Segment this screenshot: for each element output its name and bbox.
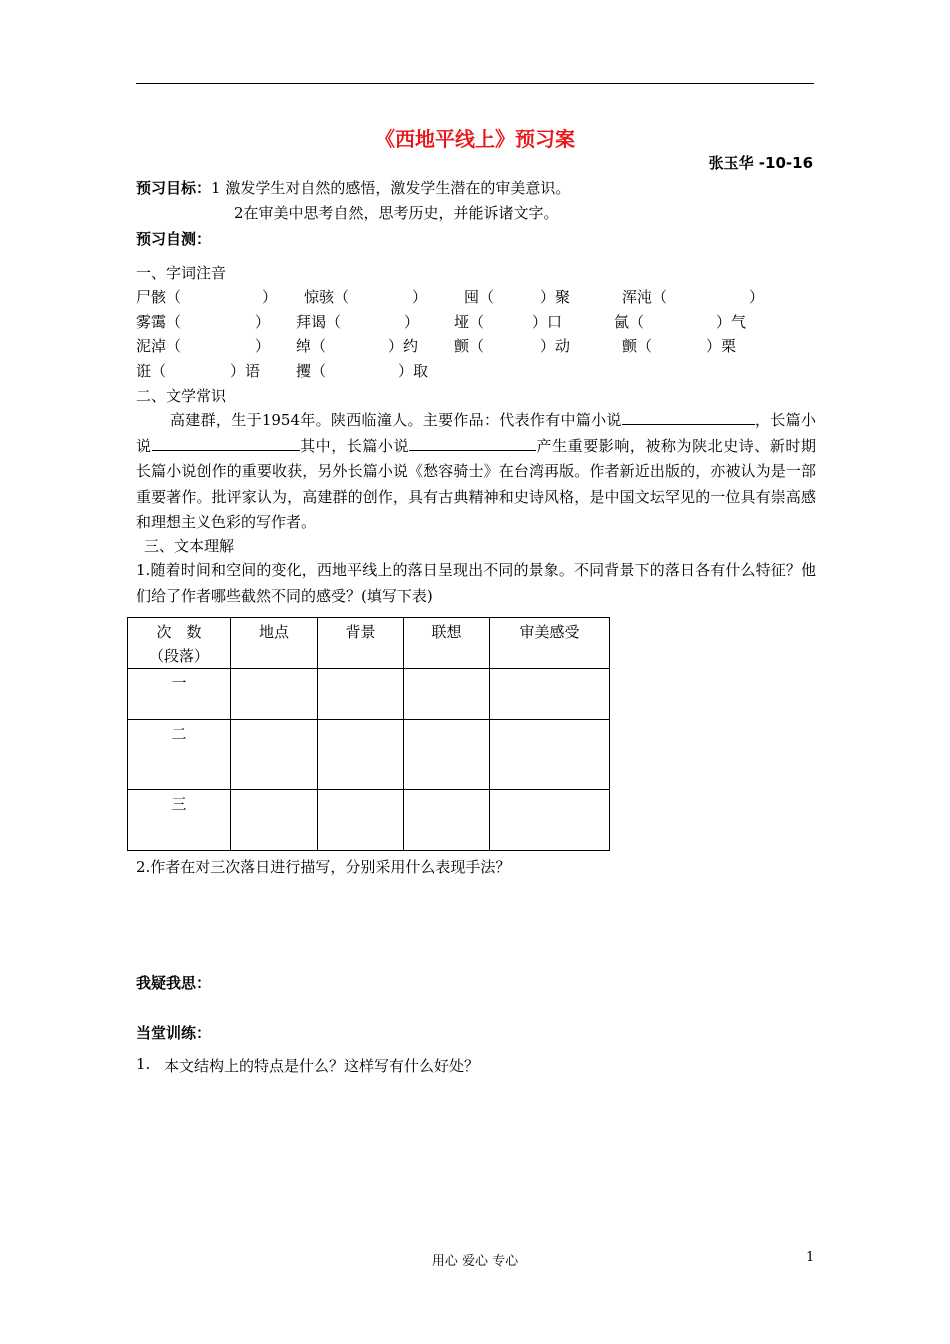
pinyin-item: 拜谒（ <box>296 313 342 331</box>
answer-blank-3[interactable] <box>409 435 536 451</box>
literature-text: 产生重要影响，被称为陕北史诗、新时期长篇小说创作的重要收获，另外长篇小说《愁容骑士》在台湾再版。作者新近出版的，亦被认为是一部重要著作。批评家认为，高建群的创作，具有古典精神和史诗风格，是中国文坛罕见的一位具有崇高感和理想主义色彩的写作者。 <box>136 436 816 531</box>
goal-item-2: 2在审美中思考自然，思考历史，并能诉诸文字。 <box>234 204 559 222</box>
question-2: 2.作者在对三次落日进行描写，分别采用什么表现手法？ <box>136 858 511 876</box>
header-cell-count <box>128 618 231 669</box>
table-cell[interactable] <box>231 720 318 790</box>
practice-question-1: 本文结构上的特点是什么？这样写有什么好处？ <box>164 1057 480 1075</box>
pinyin-item: 绰（ <box>296 337 327 355</box>
pinyin-item: ）动 <box>540 337 571 355</box>
pinyin-item: ）口 <box>532 313 563 331</box>
pinyin-item: 颤（ <box>622 337 653 355</box>
table-cell[interactable] <box>404 720 490 790</box>
table-header-row <box>128 618 610 669</box>
literature-text: 其中，长篇小说 <box>299 436 409 455</box>
pinyin-item: 泥淖（ <box>136 337 182 355</box>
pinyin-item: 惊骇（ <box>304 288 350 306</box>
literature-text: 高建群，生于1954年。陕西临潼人。主要作品：代表作有中篇小说 <box>170 411 622 429</box>
page-footer: 用心 爱心 专心 <box>431 1254 519 1269</box>
header-label: （段落） <box>148 647 209 665</box>
goals-line-1 <box>136 177 570 198</box>
answer-blank-1[interactable] <box>622 409 755 425</box>
question-1: 1.随着时间和空间的变化，西地平线上的落日呈现出不同的景象。不同背景下的落日各有什么特征？他们给了作者哪些截然不同的感受？(填写下表) <box>136 561 816 605</box>
reflection-label: 我疑我思： <box>136 974 212 992</box>
literature-paragraph <box>136 408 816 536</box>
header-cell-aesthetic: 审美感受 <box>490 618 610 669</box>
pinyin-item: 浑沌（ <box>622 288 668 306</box>
table-row <box>128 720 610 790</box>
header-rule <box>136 83 814 84</box>
pinyin-item: 诳（ <box>136 362 167 380</box>
section3-heading: 三、文本理解 <box>144 537 235 555</box>
pinyin-item: ） <box>262 288 278 306</box>
header-cell-place: 地点 <box>231 618 318 669</box>
pinyin-item: 攫（ <box>296 362 327 380</box>
table-cell[interactable] <box>318 790 404 851</box>
pinyin-item: 氤（ <box>614 313 645 331</box>
table-cell[interactable] <box>318 720 404 790</box>
pinyin-item: ） <box>404 313 420 331</box>
goals-label: 预习目标： <box>136 179 212 197</box>
self-test-label: 预习自测： <box>136 230 212 248</box>
practice-question-number: 1. <box>136 1055 151 1073</box>
pinyin-item: ）聚 <box>540 288 571 306</box>
pinyin-item: ）语 <box>230 362 261 380</box>
goal-item-1: 1 激发学生对自然的感悟，激发学生潜在的审美意识。 <box>211 179 571 197</box>
table-cell[interactable] <box>404 790 490 851</box>
header-cell-association: 联想 <box>404 618 490 669</box>
author-date: 张玉华 -10-16 <box>708 154 813 172</box>
table-cell[interactable] <box>404 669 490 720</box>
table-cell[interactable] <box>231 669 318 720</box>
pinyin-item: ） <box>255 313 271 331</box>
pinyin-item: ）取 <box>398 362 429 380</box>
pinyin-item: ） <box>412 288 428 306</box>
page-number: 1 <box>806 1250 815 1265</box>
pinyin-item: 囤（ <box>464 288 495 306</box>
table-cell[interactable] <box>318 669 404 720</box>
table-cell[interactable] <box>490 720 610 790</box>
practice-label: 当堂训练： <box>136 1024 212 1042</box>
pinyin-item: ） <box>749 288 765 306</box>
answer-blank-2[interactable] <box>152 435 300 451</box>
pinyin-item: ）约 <box>388 337 419 355</box>
table-row <box>128 669 610 720</box>
row-label: 三 <box>128 790 231 851</box>
header-label: 次 数 <box>156 623 202 641</box>
pinyin-item: ）气 <box>716 313 747 331</box>
pinyin-item: 垭（ <box>454 313 485 331</box>
row-label: 二 <box>128 720 231 790</box>
document-title: 《西地平线上》预习案 <box>375 127 575 151</box>
row-label: 一 <box>128 669 231 720</box>
pinyin-item: 颤（ <box>454 337 485 355</box>
pinyin-item: 尸骸（ <box>136 288 182 306</box>
header-cell-background: 背景 <box>318 618 404 669</box>
answer-table <box>127 617 610 851</box>
pinyin-item: 雾霭（ <box>136 313 182 331</box>
pinyin-item: ） <box>255 337 271 355</box>
pinyin-item: ）栗 <box>706 337 737 355</box>
table-row <box>128 790 610 851</box>
section1-heading: 一、字词注音 <box>136 264 227 282</box>
table-cell[interactable] <box>490 669 610 720</box>
literature-text: 小说 <box>136 411 816 455</box>
table-cell[interactable] <box>490 790 610 851</box>
table-cell[interactable] <box>231 790 318 851</box>
section2-heading: 二、文学常识 <box>136 387 227 405</box>
literature-text: ，长篇 <box>754 411 801 429</box>
